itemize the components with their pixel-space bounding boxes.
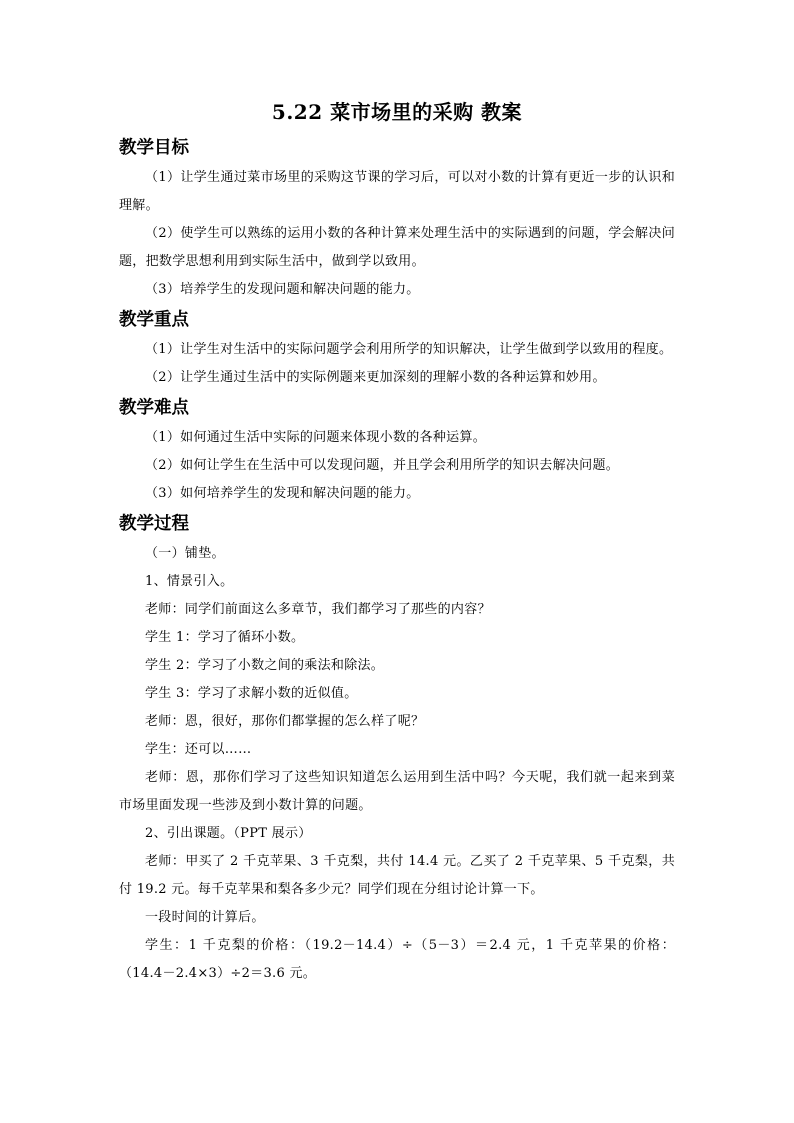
paragraph: 老师：恩，那你们学习了这些知识知道怎么运用到生活中吗？今天呢，我们就一起来到菜市场里面发现一些涉及到小数计算的问题。	[119, 770, 675, 813]
section-heading: 教学难点	[119, 398, 189, 418]
section-heading: 教学过程	[119, 514, 189, 534]
document-title: 5.22 菜市场里的采购 教案	[271, 100, 523, 124]
document-page	[119, 96, 675, 988]
paragraph: （3）如何培养学生的发现和解决问题的能力。	[145, 486, 420, 501]
section-heading: 教学目标	[119, 138, 189, 158]
paragraph: 2、引出课题。（PPT 展示）	[145, 826, 312, 841]
paragraph: （一）铺垫。	[145, 546, 225, 561]
section-teaching-difficulties	[119, 392, 675, 508]
paragraph: （1）如何通过生活中实际的问题来体现小数的各种运算。	[145, 430, 487, 445]
paragraph: 学生 1：学习了循环小数。	[145, 630, 305, 645]
section-teaching-focus	[119, 304, 675, 392]
section-teaching-goals	[119, 132, 675, 304]
paragraph: 学生：还可以……	[145, 742, 252, 757]
paragraph: 老师：恩，很好，那你们都掌握的怎么样了呢？	[145, 714, 425, 729]
paragraph: 1、情景引入。	[145, 574, 234, 589]
paragraph: 老师：甲买了 2 千克苹果、3 千克梨，共付 14.4 元。乙买了 2 千克苹果、5 千克梨，共付 19.2 元。每千克苹果和梨各多少元？同学们现在分组讨论计算一下。	[119, 854, 675, 897]
paragraph: （1）让学生通过菜市场里的采购这节课的学习后，可以对小数的计算有更近一步的认识和理解。	[119, 170, 675, 213]
paragraph: （2）使学生可以熟练的运用小数的各种计算来处理生活中的实际遇到的问题，学会解决问题，把数学思想利用到实际生活中，做到学以致用。	[119, 226, 675, 269]
paragraph: （2）如何让学生在生活中可以发现问题，并且学会利用所学的知识去解决问题。	[145, 458, 620, 473]
section-teaching-process	[119, 508, 675, 988]
paragraph: 学生 3：学习了求解小数的近似值。	[145, 686, 358, 701]
paragraph: （3）培养学生的发现问题和解决问题的能力。	[145, 282, 420, 297]
paragraph: 学生：1 千克梨的价格：（19.2－14.4）÷（5－3）＝2.4 元，1 千克苹果的价格：（14.4－2.4×3）÷2＝3.6 元。	[119, 938, 675, 981]
paragraph: （1）让学生对生活中的实际问题学会利用所学的知识解决，让学生做到学以致用的程度。	[145, 342, 673, 357]
section-heading: 教学重点	[119, 310, 189, 330]
paragraph: 老师：同学们前面这么多章节，我们都学习了那些的内容？	[145, 602, 491, 617]
paragraph: 学生 2：学习了小数之间的乘法和除法。	[145, 658, 385, 673]
paragraph: 一段时间的计算后。	[145, 910, 265, 925]
paragraph: （2）让学生通过生活中的实际例题来更加深刻的理解小数的各种运算和妙用。	[145, 370, 606, 385]
